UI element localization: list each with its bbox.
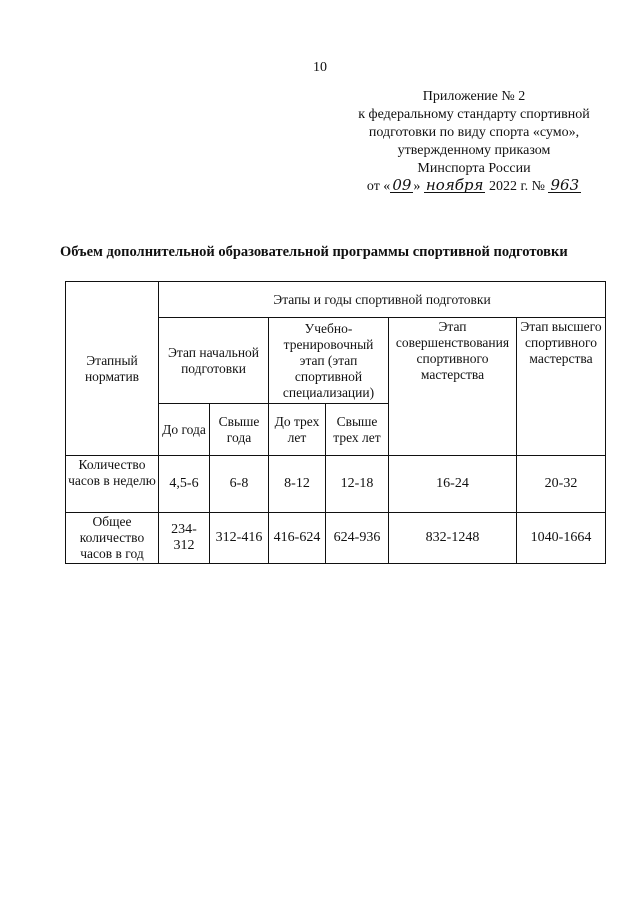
year-initial-2: Свыше года [210, 404, 269, 456]
order-year: 2022 г. № [485, 179, 549, 194]
appendix-line-2: к федеральному стандарту спортивной [358, 107, 590, 122]
appendix-line-1: Приложение № 2 [422, 89, 526, 104]
appendix-block [340, 88, 608, 196]
stage-training: Учебно-тренировочный этап (этап спортивной специализации) [269, 318, 389, 404]
table-cell: 416-624 [269, 513, 326, 564]
appendix-line-4: утвержденному приказом [397, 143, 551, 158]
appendix-line-5: Минспорта России [417, 161, 531, 176]
col-header-standard: Этапный норматив [66, 282, 159, 456]
appendix-line-3: подготовки по виду спорта «сумо», [368, 125, 580, 140]
table-cell: 1040-1664 [517, 513, 606, 564]
order-mid: » [413, 179, 424, 194]
order-month-handwritten: ноября [425, 176, 484, 194]
stage-highest: Этап высшего спортивного мастерства [517, 318, 606, 456]
table-cell: 12-18 [326, 456, 389, 513]
stage-initial: Этап начальной подготовки [159, 318, 269, 404]
page-number: 10 [313, 60, 327, 75]
table-cell: 4,5-6 [159, 456, 210, 513]
table-cell: 624-936 [326, 513, 389, 564]
year-training-2: Свыше трех лет [326, 404, 389, 456]
header-stages-years: Этапы и годы спортивной подготовки [159, 282, 606, 318]
stage-improvement: Этап совершенствования спортивного мастерства [389, 318, 517, 456]
order-day-handwritten: 09 [392, 176, 412, 194]
table-cell: 6-8 [210, 456, 269, 513]
order-prefix: от « [366, 179, 391, 194]
order-number-handwritten: 963 [550, 176, 580, 194]
program-volume-table [65, 281, 606, 564]
table-cell: 20-32 [517, 456, 606, 513]
table-cell: 832-1248 [389, 513, 517, 564]
order-line [340, 178, 608, 196]
year-initial-1: До года [159, 404, 210, 456]
table-cell: 312-416 [210, 513, 269, 564]
row-label: Количество часов в неделю [66, 456, 159, 513]
table-row [66, 513, 606, 564]
table-row [66, 456, 606, 513]
table-cell: 8-12 [269, 456, 326, 513]
year-training-1: До трех лет [269, 404, 326, 456]
row-label: Общее количество часов в год [66, 513, 159, 564]
table-cell: 16-24 [389, 456, 517, 513]
table-cell: 234-312 [159, 513, 210, 564]
document-title: Объем дополнительной образовательной программы спортивной подготовки [60, 244, 568, 260]
